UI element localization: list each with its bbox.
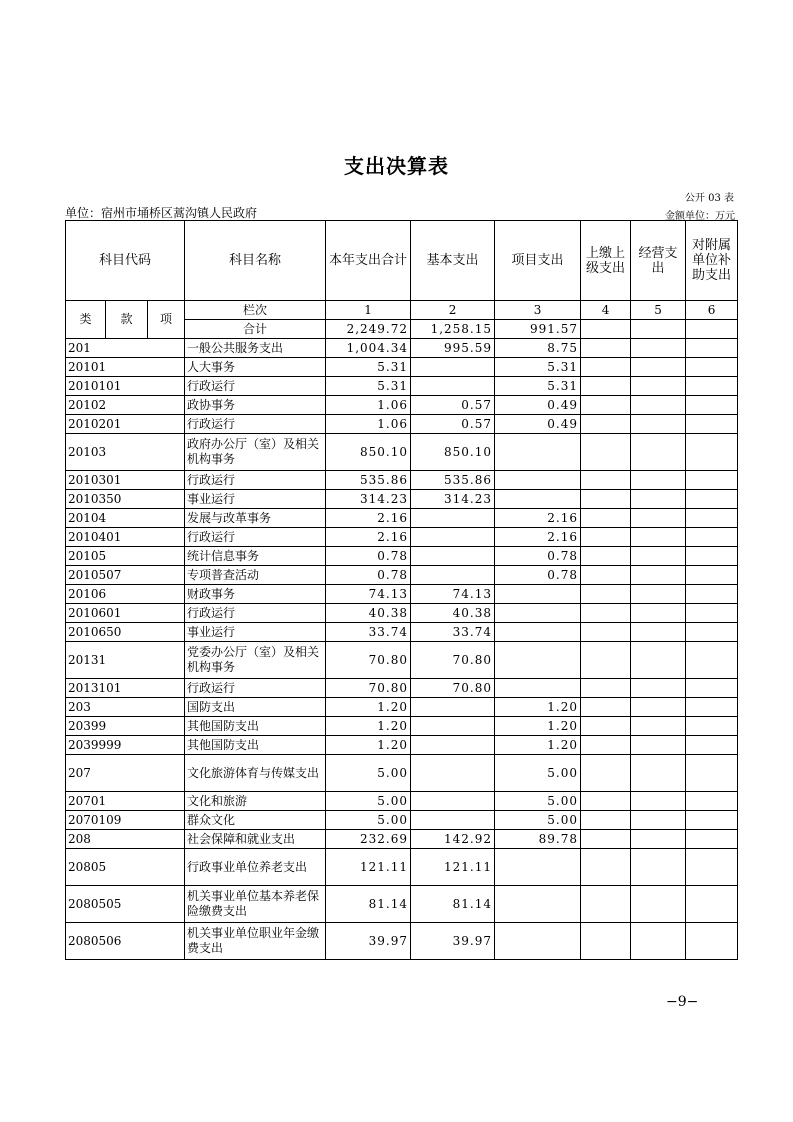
- row-upper: [581, 547, 631, 566]
- col-number-2: 2: [411, 301, 495, 320]
- row-basic: 70.80: [411, 642, 495, 679]
- row-name: 人大事务: [185, 358, 326, 377]
- row-total: 74.13: [326, 585, 411, 604]
- table-row: [66, 698, 738, 717]
- row-basic: [411, 698, 495, 717]
- row-name: 文化旅游体育与传媒支出: [185, 755, 326, 792]
- table-body: [66, 339, 738, 960]
- row-subsidy: [686, 434, 738, 471]
- row-code: 2010401: [66, 528, 185, 547]
- header-upper: 上缴上级支出: [581, 221, 631, 301]
- row-name: 行政事业单位养老支出: [185, 849, 326, 886]
- row-upper: [581, 358, 631, 377]
- column-number-row: [66, 301, 738, 320]
- row-upper: [581, 509, 631, 528]
- row-basic: [411, 792, 495, 811]
- row-subsidy: [686, 604, 738, 623]
- row-name: 机关事业单位职业年金缴费支出: [185, 923, 326, 960]
- table-row: [66, 528, 738, 547]
- row-name: 其他国防支出: [185, 717, 326, 736]
- row-code: 20701: [66, 792, 185, 811]
- subheader-xiang: 项: [148, 301, 185, 339]
- row-code: 20102: [66, 396, 185, 415]
- row-project: [495, 623, 581, 642]
- row-operating: [631, 736, 686, 755]
- row-total: 81.14: [326, 886, 411, 923]
- row-total: 1.20: [326, 698, 411, 717]
- row-operating: [631, 377, 686, 396]
- table-row: [66, 490, 738, 509]
- row-basic: [411, 377, 495, 396]
- row-total: 5.00: [326, 755, 411, 792]
- row-subsidy: [686, 547, 738, 566]
- row-operating: [631, 698, 686, 717]
- table-row: [66, 642, 738, 679]
- row-upper: [581, 679, 631, 698]
- row-total: 39.97: [326, 923, 411, 960]
- row-name: 行政运行: [185, 604, 326, 623]
- row-project: 5.00: [495, 811, 581, 830]
- row-code: 2080506: [66, 923, 185, 960]
- table-row: [66, 547, 738, 566]
- row-name: 政府办公厅（室）及相关机构事务: [185, 434, 326, 471]
- row-operating: [631, 849, 686, 886]
- table-row: [66, 509, 738, 528]
- row-upper: [581, 642, 631, 679]
- row-code: 20131: [66, 642, 185, 679]
- row-upper: [581, 830, 631, 849]
- row-basic: [411, 547, 495, 566]
- row-upper: [581, 849, 631, 886]
- table-row: [66, 792, 738, 811]
- row-operating: [631, 358, 686, 377]
- row-code: 203: [66, 698, 185, 717]
- row-basic: 535.86: [411, 471, 495, 490]
- row-operating: [631, 434, 686, 471]
- row-total: 1.06: [326, 415, 411, 434]
- row-operating: [631, 717, 686, 736]
- row-name: 国防支出: [185, 698, 326, 717]
- row-basic: [411, 528, 495, 547]
- row-basic: 39.97: [411, 923, 495, 960]
- row-operating: [631, 679, 686, 698]
- row-upper: [581, 717, 631, 736]
- row-operating: [631, 623, 686, 642]
- table-row: [66, 566, 738, 585]
- row-project: 0.78: [495, 566, 581, 585]
- row-operating: [631, 528, 686, 547]
- row-total: 70.80: [326, 679, 411, 698]
- row-subsidy: [686, 642, 738, 679]
- row-subsidy: [686, 396, 738, 415]
- row-subsidy: [686, 811, 738, 830]
- row-project: 5.00: [495, 755, 581, 792]
- row-project: [495, 923, 581, 960]
- row-subsidy: [686, 585, 738, 604]
- row-subsidy: [686, 792, 738, 811]
- row-total: 5.31: [326, 377, 411, 396]
- row-upper: [581, 736, 631, 755]
- row-upper: [581, 886, 631, 923]
- header-subsidy: 对附属单位补助支出: [686, 221, 738, 301]
- row-name: 行政运行: [185, 679, 326, 698]
- row-project: [495, 849, 581, 886]
- row-project: [495, 585, 581, 604]
- row-project: 0.49: [495, 415, 581, 434]
- table-row: [66, 755, 738, 792]
- row-name: 文化和旅游: [185, 792, 326, 811]
- row-project: [495, 604, 581, 623]
- row-total: 1.20: [326, 717, 411, 736]
- total-subsidy: [686, 320, 738, 339]
- header-project: 项目支出: [495, 221, 581, 301]
- row-total: 5.31: [326, 358, 411, 377]
- row-operating: [631, 604, 686, 623]
- row-project: [495, 886, 581, 923]
- row-total: 1.20: [326, 736, 411, 755]
- table-row: [66, 830, 738, 849]
- row-code: 20103: [66, 434, 185, 471]
- page-title: 支出决算表: [344, 154, 449, 178]
- row-operating: [631, 886, 686, 923]
- row-code: 20104: [66, 509, 185, 528]
- row-operating: [631, 792, 686, 811]
- row-subsidy: [686, 358, 738, 377]
- header-code: 科目代码: [66, 221, 185, 301]
- row-project: 0.78: [495, 547, 581, 566]
- row-operating: [631, 471, 686, 490]
- header-name: 科目名称: [185, 221, 326, 301]
- row-code: 2013101: [66, 679, 185, 698]
- row-project: [495, 490, 581, 509]
- row-project: [495, 642, 581, 679]
- table-row: [66, 415, 738, 434]
- table-row: [66, 585, 738, 604]
- row-total: 535.86: [326, 471, 411, 490]
- row-total: 1.06: [326, 396, 411, 415]
- row-basic: 74.13: [411, 585, 495, 604]
- subheader-lanci: 栏次: [185, 301, 326, 320]
- row-code: 2010650: [66, 623, 185, 642]
- row-operating: [631, 755, 686, 792]
- table-row: [66, 886, 738, 923]
- row-upper: [581, 792, 631, 811]
- row-subsidy: [686, 849, 738, 886]
- row-upper: [581, 415, 631, 434]
- row-code: 20105: [66, 547, 185, 566]
- table-row: [66, 339, 738, 358]
- table-row: [66, 377, 738, 396]
- row-code: 20106: [66, 585, 185, 604]
- row-operating: [631, 811, 686, 830]
- row-project: 5.31: [495, 358, 581, 377]
- table-code: 公开 03 表: [684, 193, 734, 204]
- total-label: 合计: [185, 320, 326, 339]
- row-code: 20101: [66, 358, 185, 377]
- row-name: 发展与改革事务: [185, 509, 326, 528]
- row-subsidy: [686, 736, 738, 755]
- row-total: 40.38: [326, 604, 411, 623]
- row-code: 2010507: [66, 566, 185, 585]
- row-basic: [411, 736, 495, 755]
- row-project: 2.16: [495, 528, 581, 547]
- row-upper: [581, 377, 631, 396]
- row-code: 2080505: [66, 886, 185, 923]
- row-name: 统计信息事务: [185, 547, 326, 566]
- header-operating: 经营支出: [631, 221, 686, 301]
- row-upper: [581, 755, 631, 792]
- row-name: 事业运行: [185, 623, 326, 642]
- row-code: 20805: [66, 849, 185, 886]
- header-row: [66, 221, 738, 301]
- row-upper: [581, 585, 631, 604]
- col-number-1: 1: [326, 301, 411, 320]
- row-total: 850.10: [326, 434, 411, 471]
- row-upper: [581, 471, 631, 490]
- amount-unit: 金额单位：万元: [665, 211, 735, 222]
- row-subsidy: [686, 886, 738, 923]
- row-subsidy: [686, 566, 738, 585]
- row-upper: [581, 698, 631, 717]
- row-basic: [411, 717, 495, 736]
- row-name: 其他国防支出: [185, 736, 326, 755]
- row-upper: [581, 604, 631, 623]
- row-basic: 0.57: [411, 396, 495, 415]
- table-row: [66, 358, 738, 377]
- row-subsidy: [686, 923, 738, 960]
- row-total: 70.80: [326, 642, 411, 679]
- row-project: 89.78: [495, 830, 581, 849]
- row-basic: [411, 811, 495, 830]
- row-upper: [581, 923, 631, 960]
- table-row: [66, 811, 738, 830]
- table-row: [66, 923, 738, 960]
- row-subsidy: [686, 471, 738, 490]
- row-total: 2.16: [326, 528, 411, 547]
- table-row: [66, 679, 738, 698]
- row-operating: [631, 415, 686, 434]
- row-total: 5.00: [326, 811, 411, 830]
- row-basic: 81.14: [411, 886, 495, 923]
- row-operating: [631, 566, 686, 585]
- row-upper: [581, 528, 631, 547]
- row-upper: [581, 566, 631, 585]
- row-upper: [581, 490, 631, 509]
- row-subsidy: [686, 623, 738, 642]
- row-basic: 33.74: [411, 623, 495, 642]
- row-subsidy: [686, 698, 738, 717]
- row-operating: [631, 830, 686, 849]
- table-row: [66, 623, 738, 642]
- row-name: 行政运行: [185, 471, 326, 490]
- expenditure-table: [65, 220, 738, 960]
- total-operating: [631, 320, 686, 339]
- row-basic: [411, 509, 495, 528]
- row-operating: [631, 585, 686, 604]
- row-name: 行政运行: [185, 415, 326, 434]
- row-code: 2010101: [66, 377, 185, 396]
- row-name: 行政运行: [185, 377, 326, 396]
- col-number-6: 6: [686, 301, 738, 320]
- row-subsidy: [686, 415, 738, 434]
- row-project: [495, 434, 581, 471]
- row-subsidy: [686, 830, 738, 849]
- row-subsidy: [686, 528, 738, 547]
- row-upper: [581, 339, 631, 358]
- row-total: 314.23: [326, 490, 411, 509]
- row-name: 一般公共服务支出: [185, 339, 326, 358]
- table-row: [66, 717, 738, 736]
- table-row: [66, 736, 738, 755]
- row-code: 2010350: [66, 490, 185, 509]
- row-total: 2.16: [326, 509, 411, 528]
- row-subsidy: [686, 679, 738, 698]
- row-upper: [581, 434, 631, 471]
- row-operating: [631, 396, 686, 415]
- row-basic: 121.11: [411, 849, 495, 886]
- row-total: 0.78: [326, 547, 411, 566]
- row-name: 政协事务: [185, 396, 326, 415]
- row-subsidy: [686, 717, 738, 736]
- row-project: 1.20: [495, 698, 581, 717]
- row-name: 财政事务: [185, 585, 326, 604]
- page-number: −9−: [666, 994, 699, 1010]
- table-row: [66, 604, 738, 623]
- row-basic: 0.57: [411, 415, 495, 434]
- row-project: [495, 471, 581, 490]
- row-subsidy: [686, 509, 738, 528]
- header-total: 本年支出合计: [326, 221, 411, 301]
- row-code: 2039999: [66, 736, 185, 755]
- table-row: [66, 471, 738, 490]
- row-upper: [581, 623, 631, 642]
- row-code: 2010601: [66, 604, 185, 623]
- row-code: 2010201: [66, 415, 185, 434]
- total-basic: 1,258.15: [411, 320, 495, 339]
- row-subsidy: [686, 339, 738, 358]
- row-code: 2070109: [66, 811, 185, 830]
- row-project: 5.00: [495, 792, 581, 811]
- row-project: 8.75: [495, 339, 581, 358]
- row-name: 专项普查活动: [185, 566, 326, 585]
- row-code: 20399: [66, 717, 185, 736]
- row-code: 201: [66, 339, 185, 358]
- col-number-3: 3: [495, 301, 581, 320]
- row-name: 事业运行: [185, 490, 326, 509]
- row-total: 33.74: [326, 623, 411, 642]
- row-project: 0.49: [495, 396, 581, 415]
- col-number-4: 4: [581, 301, 631, 320]
- row-upper: [581, 396, 631, 415]
- row-total: 232.69: [326, 830, 411, 849]
- unit-label: 单位：宿州市埇桥区蒿沟镇人民政府: [65, 206, 258, 220]
- row-operating: [631, 547, 686, 566]
- col-number-5: 5: [631, 301, 686, 320]
- subheader-kuan: 款: [106, 301, 148, 339]
- row-operating: [631, 923, 686, 960]
- row-basic: 314.23: [411, 490, 495, 509]
- row-total: 0.78: [326, 566, 411, 585]
- row-subsidy: [686, 755, 738, 792]
- table-row: [66, 849, 738, 886]
- row-basic: [411, 566, 495, 585]
- row-project: [495, 679, 581, 698]
- row-name: 群众文化: [185, 811, 326, 830]
- table-row: [66, 434, 738, 471]
- row-project: 2.16: [495, 509, 581, 528]
- row-subsidy: [686, 377, 738, 396]
- row-name: 社会保障和就业支出: [185, 830, 326, 849]
- header-basic: 基本支出: [411, 221, 495, 301]
- row-total: 5.00: [326, 792, 411, 811]
- row-code: 208: [66, 830, 185, 849]
- row-operating: [631, 339, 686, 358]
- row-name: 机关事业单位基本养老保险缴费支出: [185, 886, 326, 923]
- row-basic: 995.59: [411, 339, 495, 358]
- row-operating: [631, 490, 686, 509]
- row-total: 1,004.34: [326, 339, 411, 358]
- row-basic: 142.92: [411, 830, 495, 849]
- row-basic: 70.80: [411, 679, 495, 698]
- row-basic: 850.10: [411, 434, 495, 471]
- row-operating: [631, 509, 686, 528]
- row-code: 2010301: [66, 471, 185, 490]
- row-project: 1.20: [495, 736, 581, 755]
- row-operating: [631, 642, 686, 679]
- row-total: 121.11: [326, 849, 411, 886]
- subheader-lei: 类: [66, 301, 106, 339]
- row-basic: 40.38: [411, 604, 495, 623]
- row-upper: [581, 811, 631, 830]
- row-basic: [411, 755, 495, 792]
- row-basic: [411, 358, 495, 377]
- row-name: 党委办公厅（室）及相关机构事务: [185, 642, 326, 679]
- row-code: 207: [66, 755, 185, 792]
- total-project: 991.57: [495, 320, 581, 339]
- row-name: 行政运行: [185, 528, 326, 547]
- table-row: [66, 396, 738, 415]
- row-project: 1.20: [495, 717, 581, 736]
- row-project: 5.31: [495, 377, 581, 396]
- total-upper: [581, 320, 631, 339]
- total-amount: 2,249.72: [326, 320, 411, 339]
- row-subsidy: [686, 490, 738, 509]
